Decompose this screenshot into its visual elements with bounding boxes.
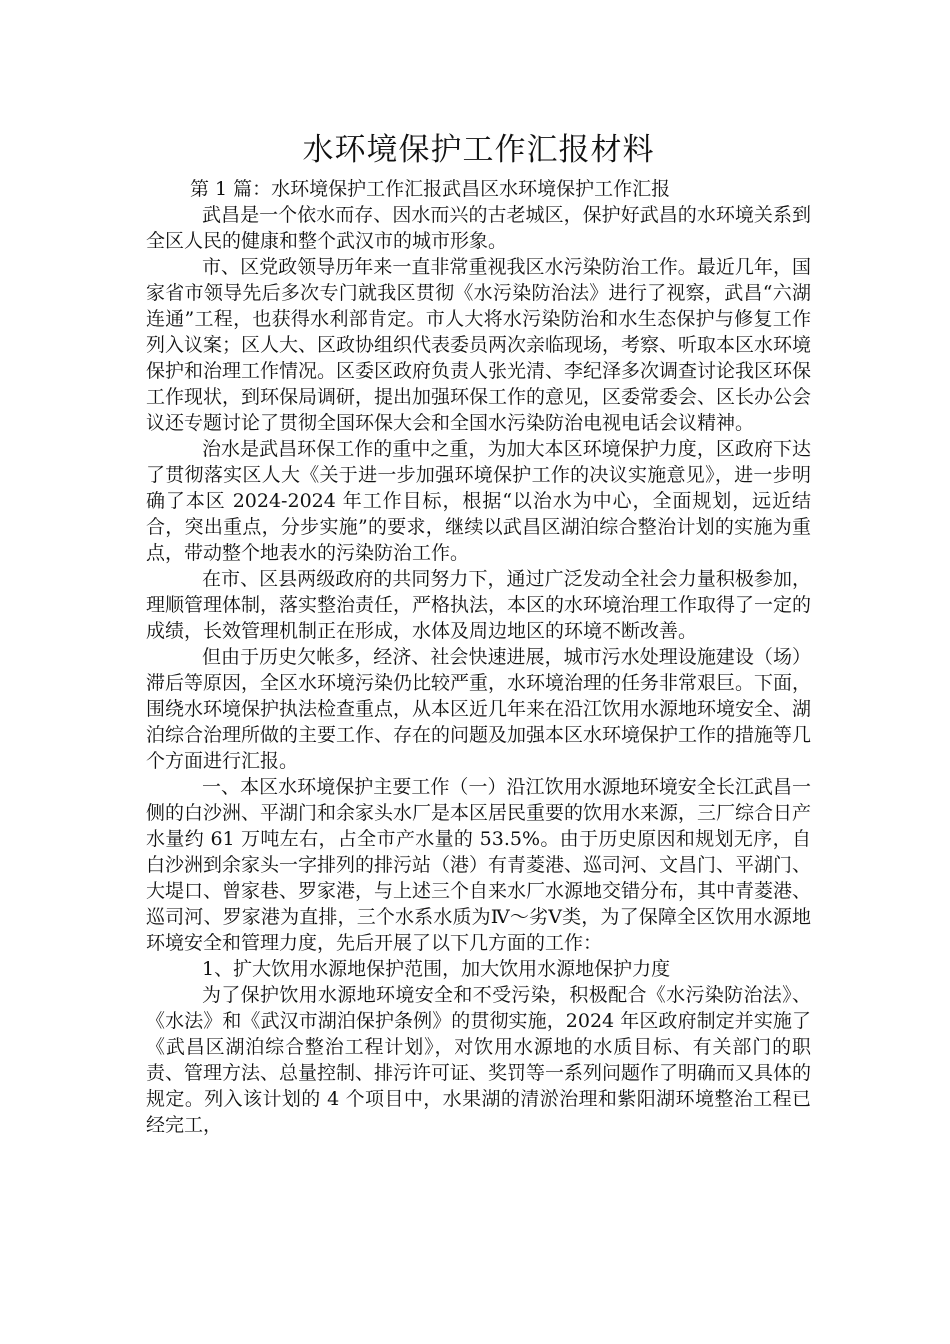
paragraph-water-governance: 治水是武昌环保工作的重中之重，为加大本区环境保护力度，区政府下达了贯彻落实区人大《关于进一步加强环境保护工作的决议实施意见》，进一步明确了本区 2024-2024 年工作目标，根据“以治水为中心，全面规划，远近结合，突出重点，分步实施”的要求，继续以武昌区湖泊综合整治计划的实施为重点，带动整个地表水的污染防治工作。	[146, 438, 811, 564]
document-title: 水环境保护工作汇报材料	[302, 132, 655, 168]
paragraph-item-one-heading: 1、扩大饮用水源地保护范围，加大饮用水源地保护力度	[202, 958, 671, 980]
document-subtitle: 第 1 篇：水环境保护工作汇报武昌区水环境保护工作汇报	[190, 178, 671, 200]
paragraph-achievements: 在市、区县两级政府的共同努力下，通过广泛发动全社会力量积极参加，理顺管理体制，落实整治责任，严格执法，本区的水环境治理工作取得了一定的成绩，长效管理机制正在形成，水体及周边地区的环境不断改善。	[146, 568, 812, 642]
document-page	[146, 126, 811, 1138]
paragraph-problems: 但由于历史欠帐多，经济、社会快速进展，城市污水处理设施建设（场）滞后等原因，全区水环境污染仍比较严重，水环境治理的任务非常艰巨。下面，围绕水环境保护执法检查重点，从本区近几年来在沿江饮用水源地环境安全、湖泊综合治理所做的主要工作、存在的问题及加强本区水环境保护工作的措施等几个方面进行汇报。	[146, 646, 812, 772]
paragraph-intro: 武昌是一个依水而存、因水而兴的古老城区，保护好武昌的水环境关系到全区人民的健康和整个武汉市的城市形象。	[146, 204, 811, 252]
paragraph-item-one-body: 为了保护饮用水源地环境安全和不受污染，积极配合《水污染防治法》、《水法》和《武汉市湖泊保护条例》的贯彻实施，2024 年区政府制定并实施了《武昌区湖泊综合整治工程计划》，对饮用水源地的水质目标、有关部门的职责、管理方法、总量控制、排污许可证、奖罚等一系列问题作了明确而又具体的规定。列入该计划的 4 个项目中，水果湖的清淤治理和紫阳湖环境整治工程已经完工，	[146, 984, 812, 1136]
paragraph-leadership: 市、区党政领导历年来一直非常重视我区水污染防治工作。最近几年，国家省市领导先后多次专门就我区贯彻《水污染防治法》进行了视察，武昌“六湖连通”工程，也获得水利部肯定。市人大将水污染防治和水生态保护与修复工作列入议案；区人大、区政协组织代表委员两次亲临现场，考察、听取本区水环境保护和治理工作情况。区委区政府负责人张光清、李纪泽多次调查讨论我区环保工作现状，到环保局调研，提出加强环保工作的意见，区委常委会、区长办公会议还专题讨论了贯彻全国环保大会和全国水污染防治电视电话会议精神。	[146, 256, 812, 434]
paragraph-section-one: 一、本区水环境保护主要工作（一）沿江饮用水源地环境安全长江武昌一侧的白沙洲、平湖门和余家头水厂是本区居民重要的饮用水来源，三厂综合日产水量约 61 万吨左右，占全市产水量的 53.5%。由于历史原因和规划无序，自白沙洲到余家头一字排列的排污站（港）有青菱港、巡司河、文昌门、平湖门、大堤口、曾家巷、罗家港，与上述三个自来水厂水源地交错分布，其中青菱港、巡司河、罗家港为直排，三个水系水质为Ⅳ～劣Ⅴ类，为了保障全区饮用水源地环境安全和管理力度，先后开展了以下几方面的工作：	[146, 776, 812, 954]
